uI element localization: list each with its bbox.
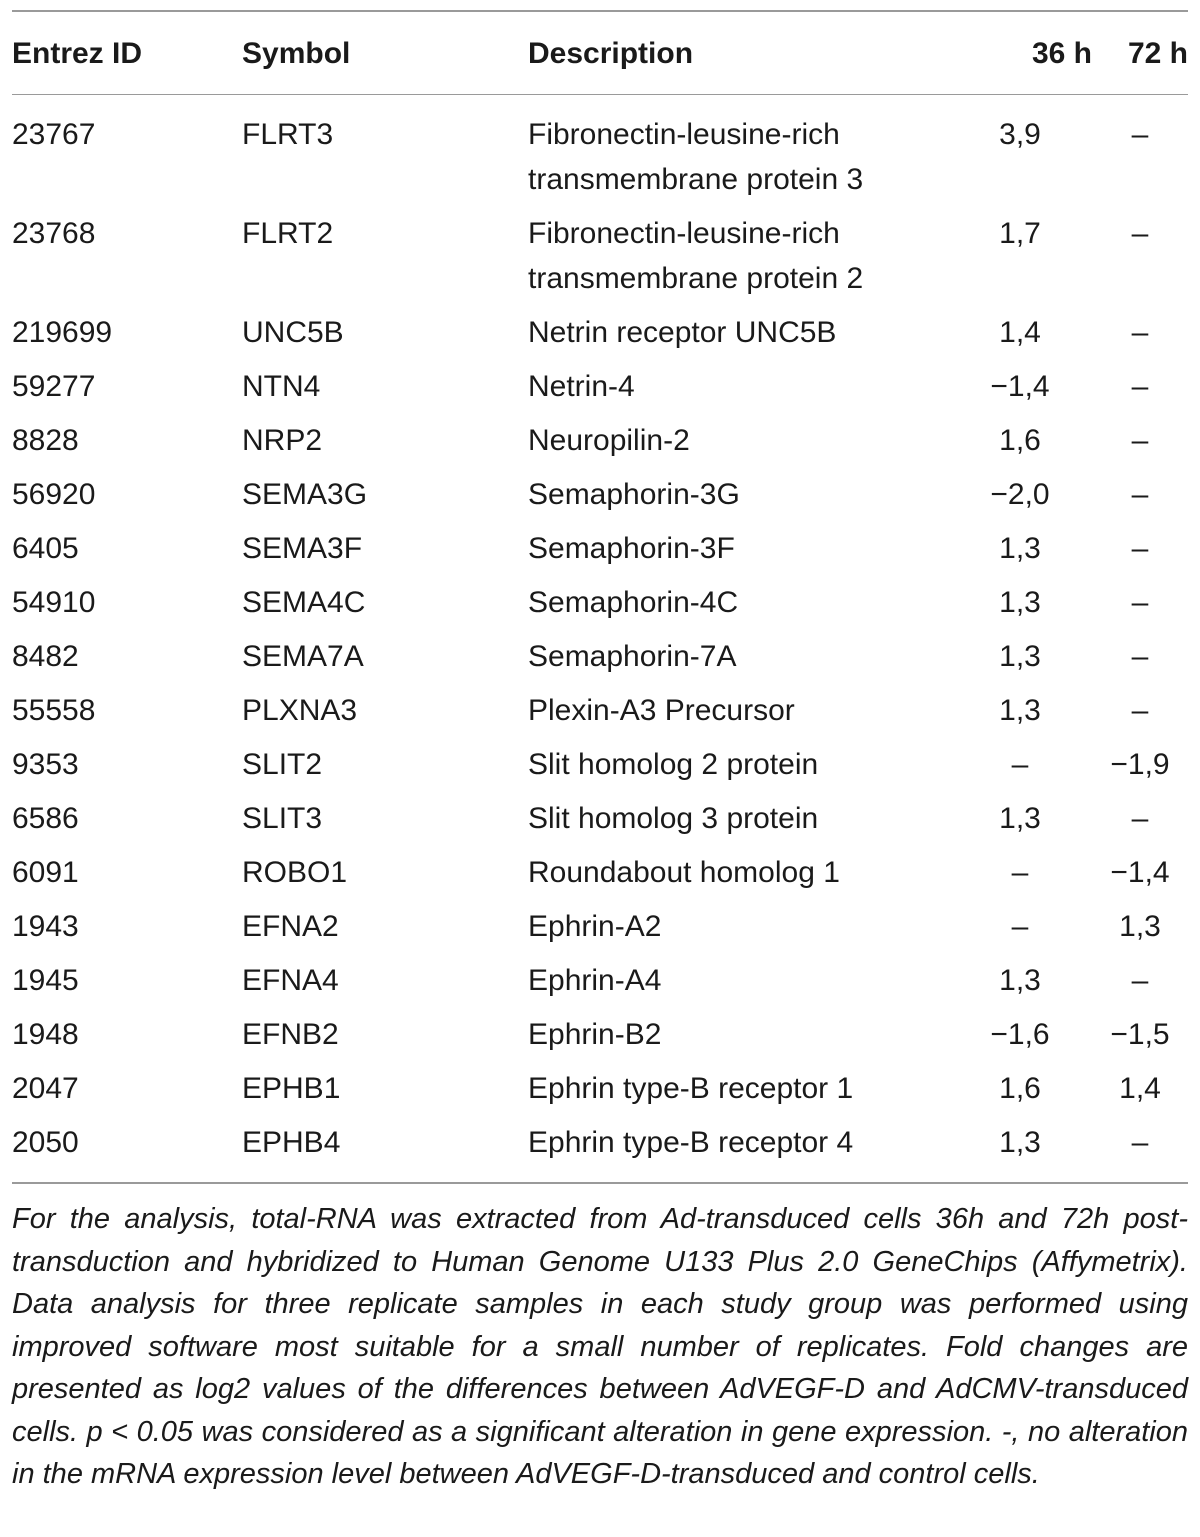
table-row — [12, 850, 1188, 895]
table-row — [12, 364, 1188, 409]
table-row — [12, 742, 1188, 787]
cell-36h: – — [1011, 748, 1029, 781]
cell-description: Roundabout homolog 1 — [528, 856, 840, 889]
table-row — [12, 1120, 1188, 1165]
cell-entrez-id: 6586 — [12, 802, 79, 835]
cell-entrez-id: 8828 — [12, 424, 79, 457]
table-body — [12, 95, 1188, 1182]
table-row — [12, 310, 1188, 355]
header-symbol: Symbol — [242, 36, 351, 70]
cell-72h: 1,4 — [1119, 1072, 1161, 1105]
cell-72h: – — [1131, 964, 1149, 997]
cell-36h: 1,3 — [999, 694, 1041, 727]
cell-symbol: SLIT3 — [242, 802, 323, 835]
cell-symbol: EFNA2 — [242, 910, 339, 943]
cell-72h: – — [1131, 802, 1149, 835]
cell-description: Ephrin type-B receptor 1 — [528, 1072, 854, 1105]
cell-36h: 1,3 — [999, 802, 1041, 835]
cell-description — [528, 211, 948, 301]
table-row — [12, 796, 1188, 841]
cell-72h: – — [1131, 532, 1149, 565]
table-row — [12, 634, 1188, 679]
cell-72h: – — [1131, 118, 1149, 151]
cell-36h: 1,3 — [999, 964, 1041, 997]
cell-description: Semaphorin-3F — [528, 532, 735, 565]
cell-72h: – — [1131, 478, 1149, 511]
cell-36h: −1,6 — [990, 1018, 1050, 1051]
cell-description: Slit homolog 2 protein — [528, 748, 819, 781]
cell-36h: 1,6 — [999, 424, 1041, 457]
cell-entrez-id: 23768 — [12, 217, 96, 250]
header-72h: 72 h — [1127, 36, 1188, 70]
cell-entrez-id: 59277 — [12, 370, 96, 403]
cell-72h: – — [1131, 640, 1149, 673]
table-container — [12, 10, 1188, 1496]
cell-description: Netrin receptor UNC5B — [528, 316, 837, 349]
cell-description-line: transmembrane protein 2 — [528, 262, 864, 295]
cell-36h: – — [1011, 910, 1029, 943]
bottom-rule — [12, 1182, 1188, 1184]
cell-36h: −2,0 — [990, 478, 1050, 511]
cell-72h: – — [1131, 316, 1149, 349]
table-header-row — [12, 12, 1188, 94]
cell-72h: – — [1131, 424, 1149, 457]
cell-description-line: Fibronectin-leusine-rich — [528, 217, 840, 250]
cell-description-line: Fibronectin-leusine-rich — [528, 118, 840, 151]
table-row — [12, 526, 1188, 571]
cell-entrez-id: 55558 — [12, 694, 96, 727]
header-36h: 36 h — [1031, 36, 1092, 70]
cell-entrez-id: 56920 — [12, 478, 96, 511]
cell-72h: – — [1131, 694, 1149, 727]
cell-description: Semaphorin-7A — [528, 640, 737, 673]
table-footnote: For the analysis, total-RNA was extracted from Ad-transduced cells 36h and 72h post-transduction and hybridized to Human Genome U133 Plus 2.0 GeneChips (Affymetrix). Data analysis for three replicate samples in each study group was performed using improved software most suitable for a small number of replicates. Fold changes are presented as log2 values of the differences between AdVEGF-D and AdCMV-transduced cells. p < 0.05 was considered as a significant alteration in gene expression. -, no alteration in the mRNA expression level between AdVEGF-D-transduced and control cells. — [12, 1203, 1188, 1490]
table-row — [12, 958, 1188, 1003]
cell-description-line: transmembrane protein 3 — [528, 163, 864, 196]
cell-description: Ephrin type-B receptor 4 — [528, 1126, 854, 1159]
cell-entrez-id: 23767 — [12, 118, 96, 151]
cell-description: Neuropilin-2 — [528, 424, 690, 457]
table-row — [12, 1066, 1188, 1111]
cell-36h: 1,7 — [999, 217, 1041, 250]
cell-symbol: NTN4 — [242, 370, 321, 403]
cell-description: Semaphorin-4C — [528, 586, 739, 619]
cell-36h: 1,4 — [999, 316, 1041, 349]
table-row — [12, 211, 1188, 301]
cell-symbol: FLRT3 — [242, 118, 334, 151]
table-row — [12, 688, 1188, 733]
cell-36h: −1,4 — [990, 370, 1050, 403]
cell-entrez-id: 1943 — [12, 910, 79, 943]
cell-symbol: FLRT2 — [242, 217, 334, 250]
table-row — [12, 472, 1188, 517]
cell-description — [528, 112, 948, 202]
table-row — [12, 1012, 1188, 1057]
cell-72h: −1,4 — [1110, 856, 1170, 889]
cell-symbol: EPHB4 — [242, 1126, 341, 1159]
cell-symbol: SEMA7A — [242, 640, 364, 673]
cell-36h: 1,3 — [999, 1126, 1041, 1159]
header-entrez-id: Entrez ID — [12, 36, 143, 70]
cell-72h: −1,5 — [1110, 1018, 1170, 1051]
cell-symbol: NRP2 — [242, 424, 323, 457]
cell-description: Slit homolog 3 protein — [528, 802, 819, 835]
cell-symbol: ROBO1 — [242, 856, 348, 889]
cell-symbol: SEMA3F — [242, 532, 363, 565]
cell-36h: 1,6 — [999, 1072, 1041, 1105]
cell-description: Netrin-4 — [528, 370, 635, 403]
cell-72h: – — [1131, 217, 1149, 250]
cell-entrez-id: 9353 — [12, 748, 79, 781]
table-row — [12, 112, 1188, 202]
table-row — [12, 580, 1188, 625]
cell-entrez-id: 2047 — [12, 1072, 79, 1105]
cell-36h: 1,3 — [999, 532, 1041, 565]
table-row — [12, 418, 1188, 463]
cell-entrez-id: 1948 — [12, 1018, 79, 1051]
cell-entrez-id: 54910 — [12, 586, 96, 619]
cell-description: Ephrin-A2 — [528, 910, 662, 943]
cell-entrez-id: 6091 — [12, 856, 79, 889]
cell-symbol: SEMA4C — [242, 586, 366, 619]
cell-symbol: SEMA3G — [242, 478, 368, 511]
cell-description: Ephrin-A4 — [528, 964, 662, 997]
cell-symbol: SLIT2 — [242, 748, 323, 781]
cell-72h: 1,3 — [1119, 910, 1161, 943]
cell-72h: −1,9 — [1110, 748, 1170, 781]
cell-72h: – — [1131, 370, 1149, 403]
cell-entrez-id: 8482 — [12, 640, 79, 673]
cell-description: Plexin-A3 Precursor — [528, 694, 795, 727]
cell-entrez-id: 2050 — [12, 1126, 79, 1159]
header-description: Description — [528, 36, 694, 70]
cell-36h: 1,3 — [999, 586, 1041, 619]
table-row — [12, 904, 1188, 949]
cell-72h: – — [1131, 586, 1149, 619]
cell-entrez-id: 1945 — [12, 964, 79, 997]
cell-description: Ephrin-B2 — [528, 1018, 662, 1051]
cell-symbol: PLXNA3 — [242, 694, 358, 727]
cell-entrez-id: 6405 — [12, 532, 79, 565]
cell-symbol: EFNB2 — [242, 1018, 339, 1051]
cell-36h: 3,9 — [999, 118, 1041, 151]
cell-description: Semaphorin-3G — [528, 478, 740, 511]
cell-36h: – — [1011, 856, 1029, 889]
cell-72h: – — [1131, 1126, 1149, 1159]
cell-entrez-id: 219699 — [12, 316, 113, 349]
cell-36h: 1,3 — [999, 640, 1041, 673]
cell-symbol: EFNA4 — [242, 964, 339, 997]
cell-symbol: UNC5B — [242, 316, 344, 349]
cell-symbol: EPHB1 — [242, 1072, 341, 1105]
